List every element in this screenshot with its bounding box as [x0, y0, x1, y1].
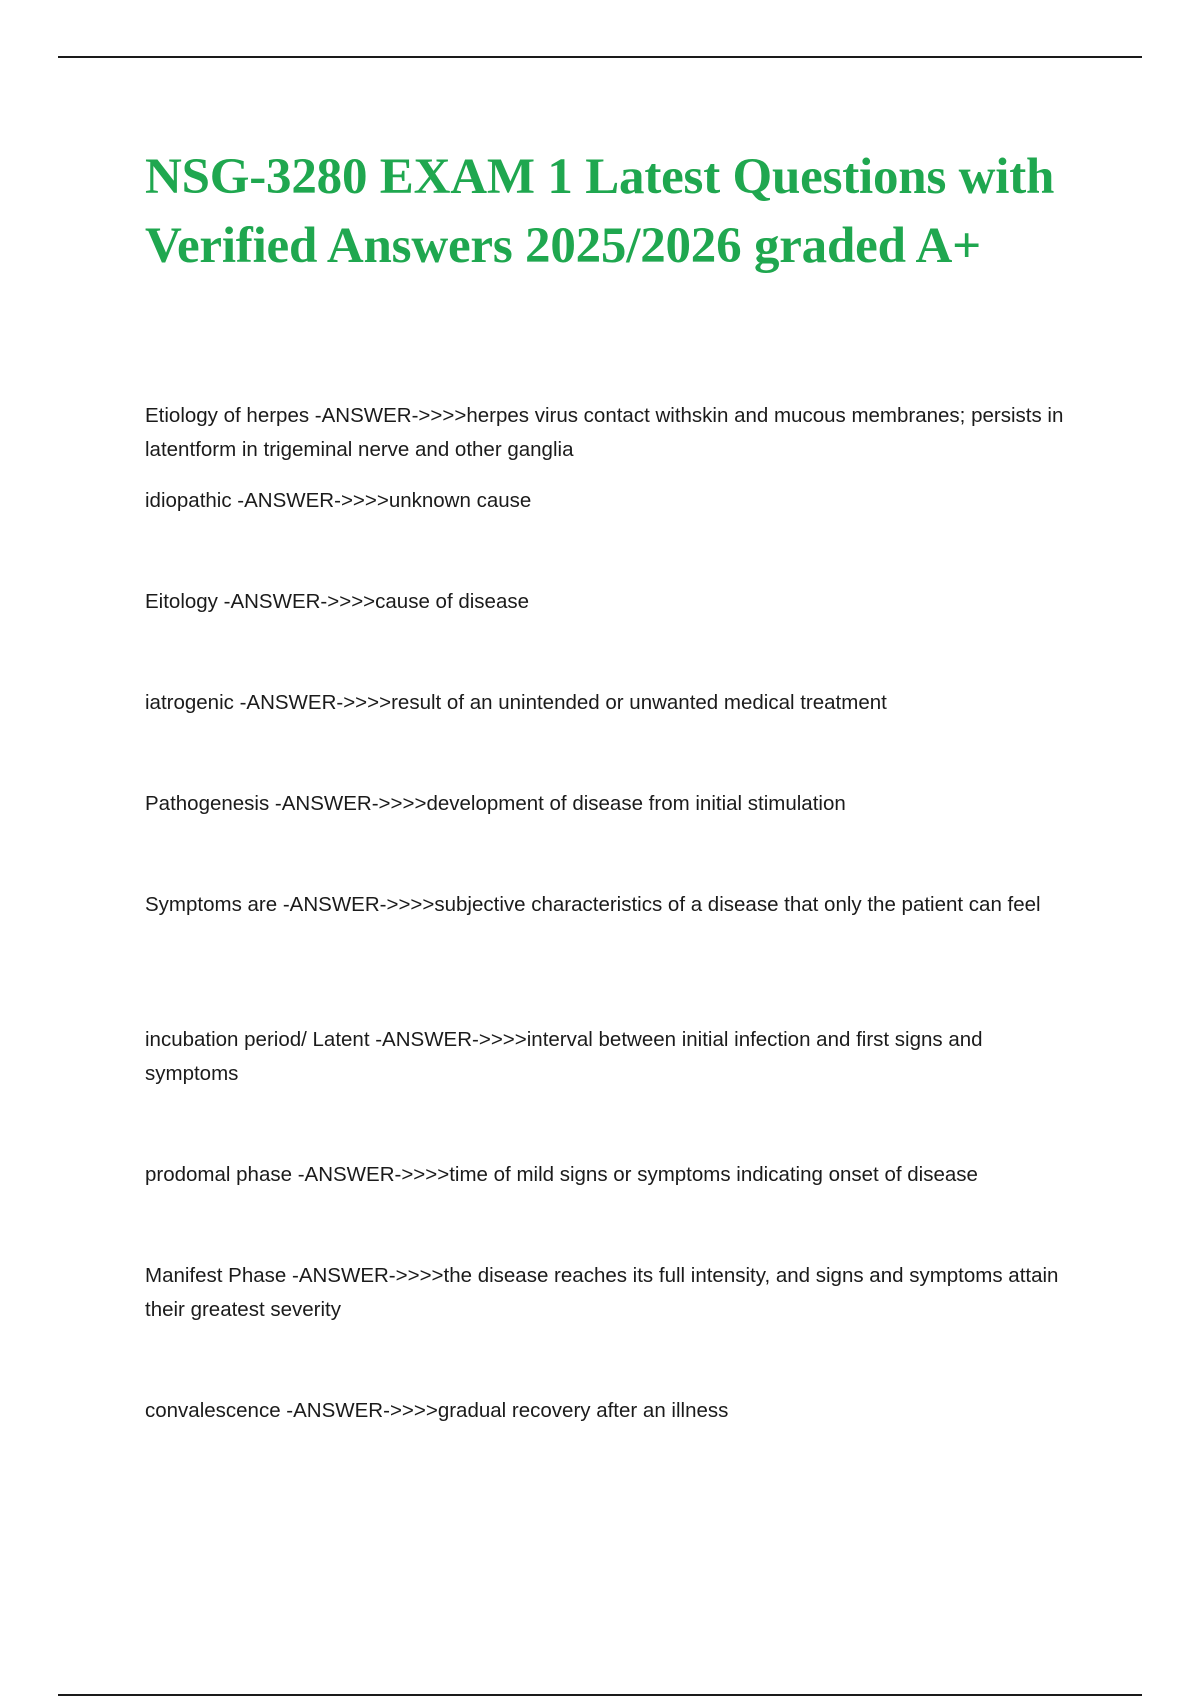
qa-item-symptoms: Symptoms are -ANSWER->>>>subjective characteristics of a disease that only the patient can feel: [145, 893, 1041, 916]
qa-item-manifest-phase: Manifest Phase -ANSWER->>>>the disease reaches its full intensity, and signs and symptoms attain their greatest severity: [145, 1264, 1059, 1321]
bottom-divider: [58, 1694, 1142, 1696]
qa-item-prodomal-phase: prodomal phase -ANSWER->>>>time of mild signs or symptoms indicating onset of disease: [145, 1163, 978, 1186]
qa-item-convalescence: convalescence -ANSWER->>>>gradual recovery after an illness: [145, 1399, 729, 1422]
qa-item-incubation-period: incubation period/ Latent -ANSWER->>>>interval between initial infection and first signs and symptoms: [145, 1028, 983, 1085]
qa-item-iatrogenic: iatrogenic -ANSWER->>>>result of an unintended or unwanted medical treatment: [145, 691, 887, 714]
qa-item-eitology: Eitology -ANSWER->>>>cause of disease: [145, 590, 529, 613]
qa-item-etiology-of-herpes: Etiology of herpes -ANSWER->>>>herpes virus contact withskin and mucous membranes; persists in latentform in trigeminal nerve and other ganglia: [145, 404, 1064, 461]
document-title: NSG-3280 EXAM 1 Latest Questions with Verified Answers 2025/2026 graded A+: [145, 149, 1055, 274]
qa-item-pathogenesis: Pathogenesis -ANSWER->>>>development of disease from initial stimulation: [145, 792, 846, 815]
qa-item-idiopathic: idiopathic -ANSWER->>>>unknown cause: [145, 489, 532, 512]
top-divider: [58, 56, 1142, 58]
